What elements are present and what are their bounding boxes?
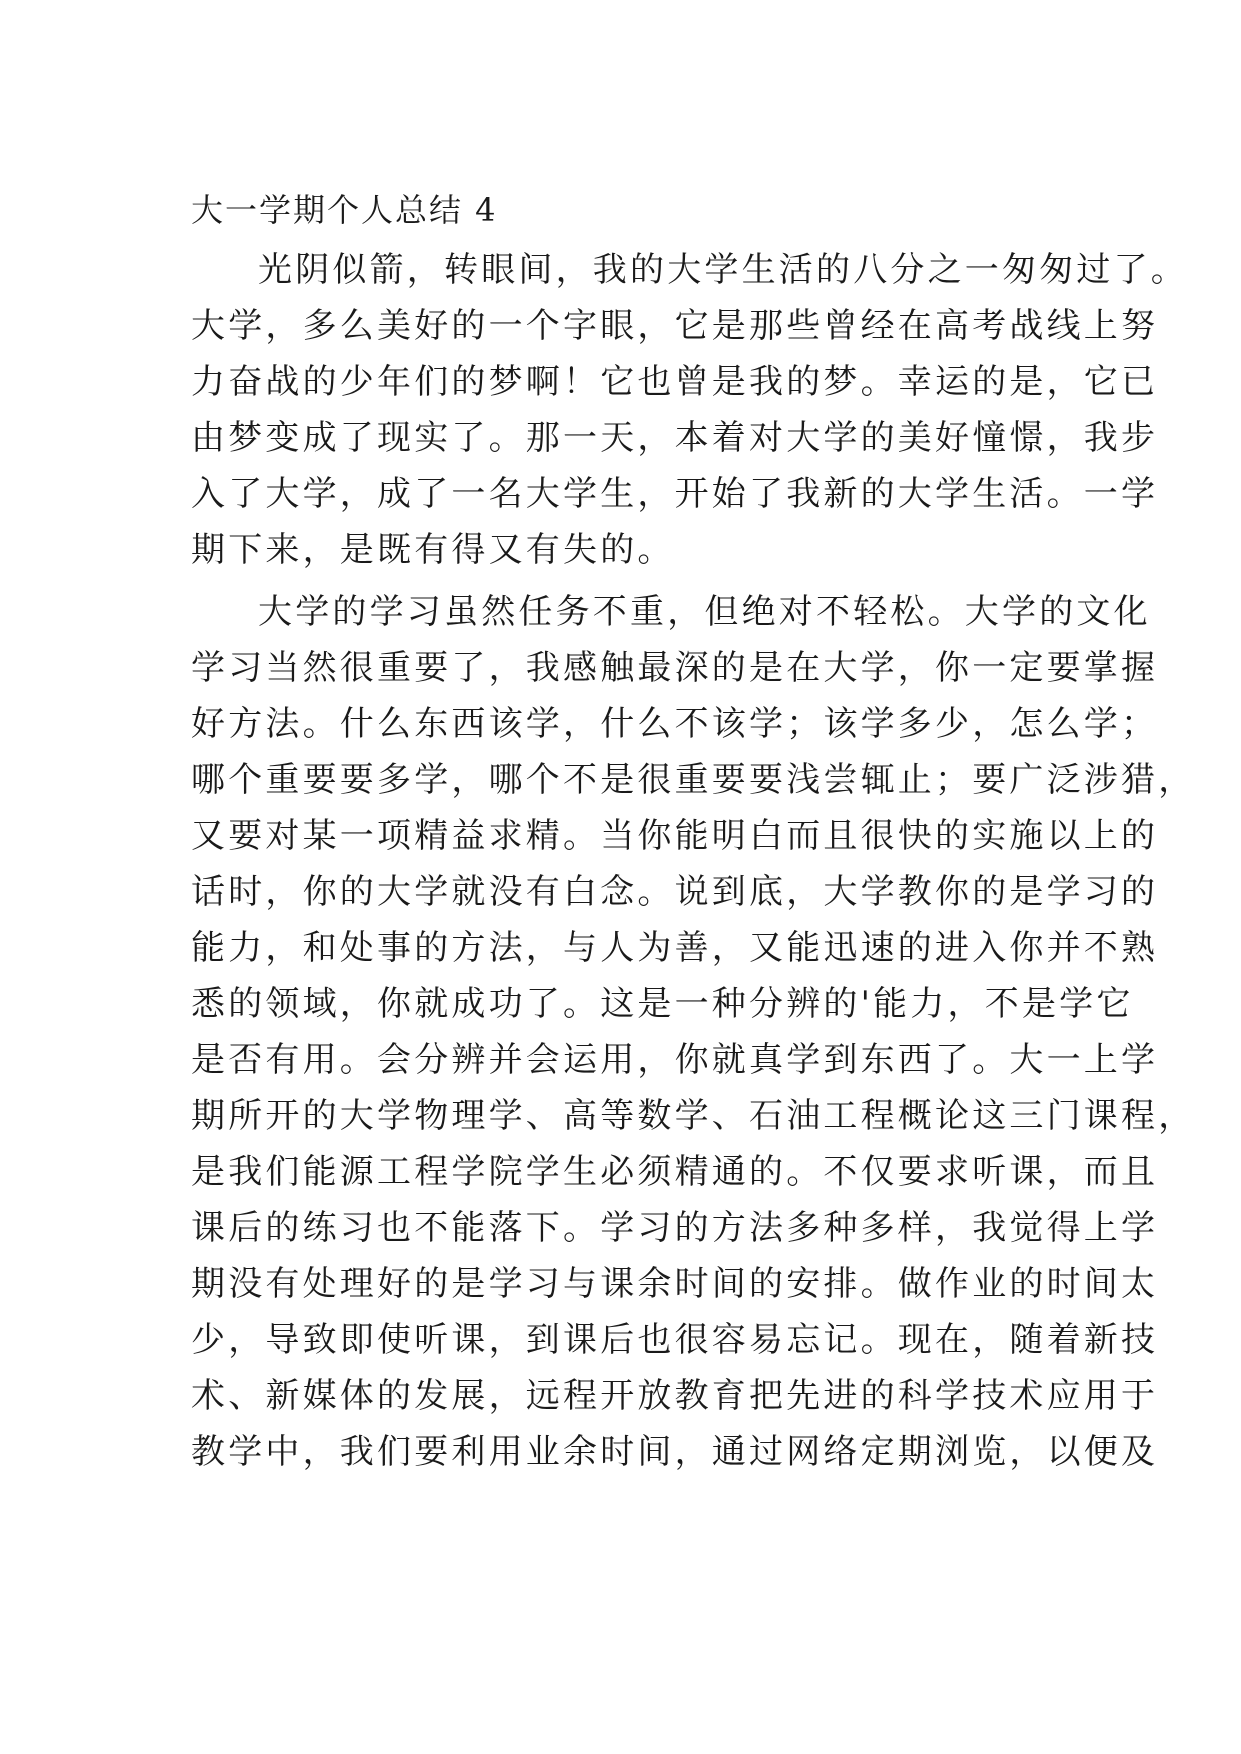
paragraph-2-line-2: 学习当然很重要了，我感触最深的是在大学，你一定要掌握	[191, 648, 1159, 688]
paragraph-2-line-10: 期所开的大学物理学、高等数学、石油工程概论这三门课程，	[191, 1096, 1196, 1136]
paragraph-1-line-3: 力奋战的少年们的梦啊！它也曾是我的梦。幸运的是，它已	[191, 362, 1159, 402]
paragraph-2-line-11: 是我们能源工程学院学生必须精通的。不仅要求听课，而且	[191, 1152, 1159, 1192]
paragraph-1-line-4: 由梦变成了现实了。那一天，本着对大学的美好憧憬，我步	[191, 418, 1159, 458]
paragraph-1-line-6: 期下来，是既有得又有失的。	[191, 530, 675, 570]
paragraph-2-line-15: 术、新媒体的发展，远程开放教育把先进的科学技术应用于	[191, 1376, 1159, 1416]
document-title: 大一学期个人总结 4	[191, 191, 498, 229]
paragraph-2-line-7: 能力，和处事的方法，与人为善，又能迅速的进入你并不熟	[191, 928, 1159, 968]
paragraph-2-line-3: 好方法。什么东西该学，什么不该学；该学多少，怎么学；	[191, 704, 1159, 744]
paragraph-2-line-14: 少，导致即使听课，到课后也很容易忘记。现在，随着新技	[191, 1320, 1159, 1360]
paragraph-1-line-2: 大学，多么美好的一个字眼，它是那些曾经在高考战线上努	[191, 306, 1159, 346]
paragraph-2-line-1: 大学的学习虽然任务不重，但绝对不轻松。大学的文化	[258, 592, 1151, 632]
paragraph-2-line-13: 期没有处理好的是学习与课余时间的安排。做作业的时间太	[191, 1264, 1159, 1304]
paragraph-2-line-9: 是否有用。会分辨并会运用，你就真学到东西了。大一上学	[191, 1040, 1159, 1080]
paragraph-2-line-8: 悉的领域，你就成功了。这是一种分辨的'能力，不是学它	[191, 984, 1134, 1024]
paragraph-2-line-16: 教学中，我们要利用业余时间，通过网络定期浏览，以便及	[191, 1432, 1159, 1472]
paragraph-2-line-4: 哪个重要要多学，哪个不是很重要要浅尝辄止；要广泛涉猎，	[191, 760, 1196, 800]
paragraph-1-line-5: 入了大学，成了一名大学生，开始了我新的大学生活。一学	[191, 474, 1159, 514]
paragraph-2-line-12: 课后的练习也不能落下。学习的方法多种多样，我觉得上学	[191, 1208, 1159, 1248]
paragraph-2-line-5: 又要对某一项精益求精。当你能明白而且很快的实施以上的	[191, 816, 1159, 856]
paragraph-1-line-1: 光阴似箭，转眼间，我的大学生活的八分之一匆匆过了。	[258, 250, 1188, 290]
paragraph-2-line-6: 话时，你的大学就没有白念。说到底，大学教你的是学习的	[191, 872, 1159, 912]
